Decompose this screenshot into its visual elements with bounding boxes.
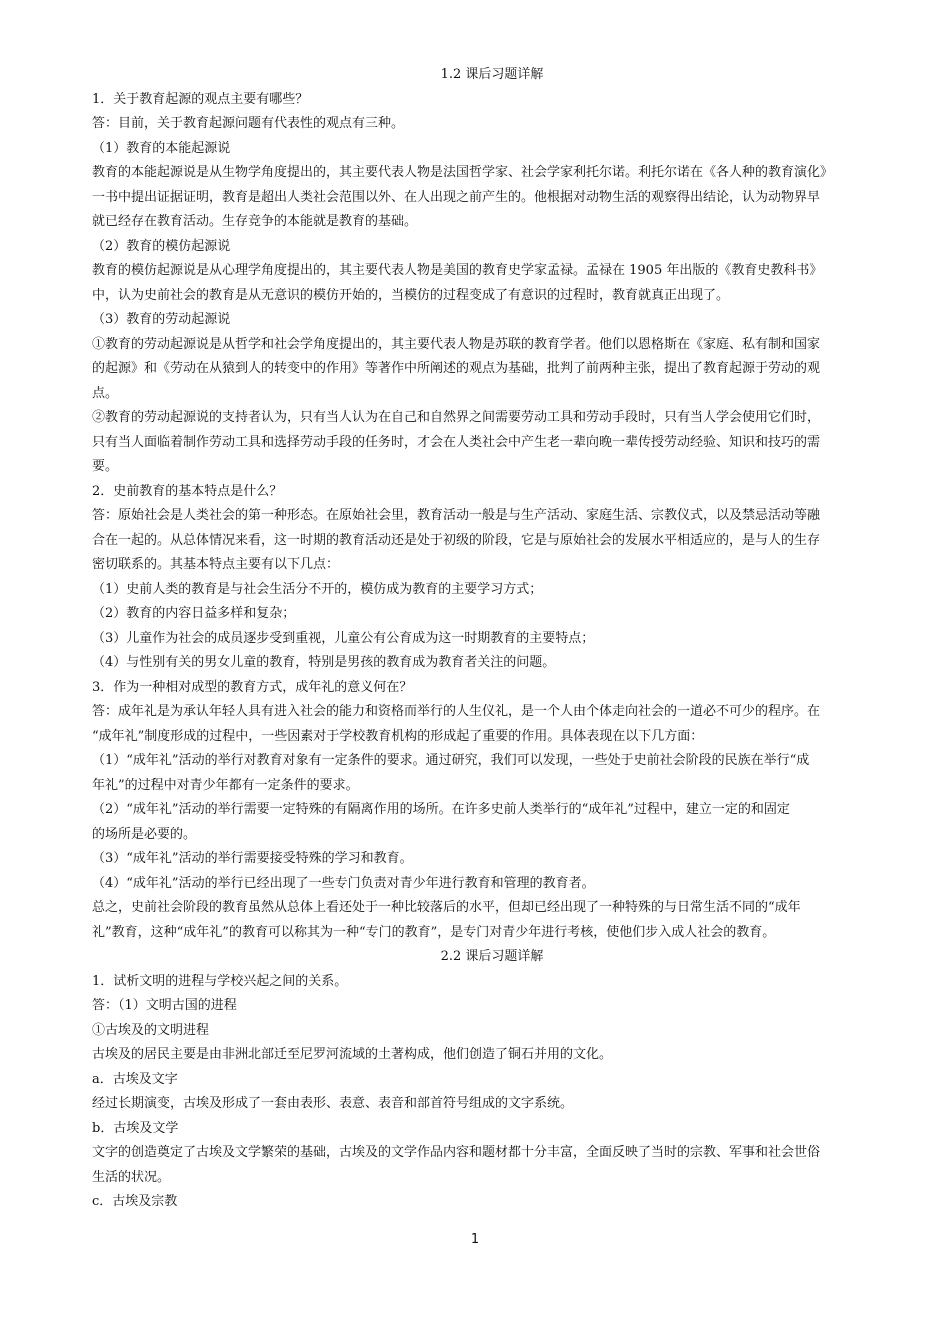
text-line: （3）儿童作为社会的成员逐步受到重视，儿童公有公育成为这一时期教育的主要特点； [92,630,595,646]
text-line: 古埃及的居民主要是由非洲北部迁至尼罗河流域的土著构成，他们创造了铜石并用的文化。 [92,1047,613,1062]
text-line: （2）教育的模仿起源说 [92,238,231,254]
text-line: b．古埃及文学 [92,1120,179,1136]
text-line: 中，认为史前社会的教育是从无意识的模仿开始的，当模仿的过程变成了有意识的过程时，教育就真正出现了。 [92,287,730,303]
text-line: 1．试析文明的进程与学校兴起之间的关系。 [92,973,348,989]
text-line: 要。 [92,459,119,474]
text-line: ①教育的劳动起源说是从哲学和社会学角度提出的，其主要代表人物是苏联的教育学者。他们以恩格斯在《家庭、私有制和国家 [92,336,821,352]
text-line: 礼”教育，这种“成年礼”的教育可以称其为一种“专门的教育”，是专门对青少年进行考核，使他们步入成人社会的教育。 [92,924,776,940]
section-heading: 1.2 课后习题详解 [440,67,544,82]
text-line: “成年礼”制度形成的过程中，一些因素对于学校教育机构的形成起了重要的作用。具体表现在以下几方面： [92,728,704,744]
text-line: 总之，史前社会阶段的教育虽然从总体上看还处于一种比较落后的水平，但却已经出现了一种特殊的与日常生活不同的“成年 [92,900,801,915]
document-body [92,63,892,1215]
page-number: 1 [470,1232,480,1247]
text-line: （3）教育的劳动起源说 [92,312,231,327]
text-line: a．古埃及文字 [92,1071,178,1087]
text-line: 教育的模仿起源说是从心理学角度提出的，其主要代表人物是美国的教育史学家孟禄。孟禄在 1905 年出版的《教育史教科书》 [92,263,823,278]
text-line: c．古埃及宗教 [92,1194,178,1209]
text-line: 经过长期演变，古埃及形成了一套由表形、表意、表音和部首符号组成的文字系统。 [92,1096,574,1111]
section-heading: 2.2 课后习题详解 [440,949,544,964]
text-line: 答：目前，关于教育起源问题有代表性的观点有三种。 [92,116,405,131]
text-line: （2）“成年礼”活动的举行需要一定特殊的有隔离作用的场所。在许多史前人类举行的“成年礼”过程中，建立一定的和固定 [92,802,790,817]
text-line: 文字的创造奠定了古埃及文学繁荣的基础，古埃及的文学作品内容和题材都十分丰富，全面反映了当时的宗教、军事和社会世俗 [92,1145,821,1160]
text-line: （1）“成年礼”活动的举行对教育对象有一定条件的要求。通过研究，我们可以发现，一些处于史前社会阶段的民族在举行“成 [92,753,810,768]
text-line: 生活的状况。 [92,1169,171,1185]
text-line: 答：原始社会是人类社会的第一种形态。在原始社会里，教育活动一般是与生产活动、家庭生活、宗教仪式，以及禁忌活动等融 [92,508,821,523]
text-line: 2．史前教育的基本特点是什么？ [92,483,283,499]
text-line: 一书中提出证据证明，教育是超出人类社会范围以外、在人出现之前产生的。他根据对动物生活的观察得出结论，认为动物界早 [92,189,821,205]
text-line: （2）教育的内容日益多样和复杂； [92,606,296,621]
text-line: 的场所是必要的。 [92,826,197,842]
text-line: （4）与性别有关的男女儿童的教育，特别是男孩的教育成为教育者关注的问题。 [92,655,556,670]
text-line: （4）“成年礼”活动的举行已经出现了一些专门负责对青少年进行教育和管理的教育者。 [92,875,595,891]
text-line: 密切联系的。其基本特点主要有以下几点： [92,557,340,572]
text-line: 合在一起的。从总体情况来看，这一时期的教育活动还是处于初级的阶段，它是与原始社会的发展水平相适应的，是与人的生存 [92,532,821,548]
text-line: 就已经存在教育活动。生存竞争的本能就是教育的基础。 [92,214,418,229]
text-line: ②教育的劳动起源说的支持者认为，只有当人认为在自己和自然界之间需要劳动工具和劳动手段时，只有当人学会使用它们时， [92,410,821,425]
text-line: （1）史前人类的教育是与社会生活分不开的，模仿成为教育的主要学习方式； [92,581,543,597]
text-line: 答：（1）文明古国的进程 [92,998,237,1013]
text-line: （3）“成年礼”活动的举行需要接受特殊的学习和教育。 [92,851,413,866]
text-line: 年礼”的过程中对青少年都有一定条件的要求。 [92,777,359,793]
text-line: 教育的本能起源说是从生物学角度提出的，其主要代表人物是法国哲学家、社会学家利托尔诺。利托尔诺在《各人种的教育演化》 [92,165,834,180]
text-line: 答：成年礼是为承认年轻人具有进入社会的能力和资格而举行的人生仪礼，是一个人由个体走向社会的一道必不可少的程序。在 [92,704,821,719]
text-line: （1）教育的本能起源说 [92,140,231,156]
text-line: 1．关于教育起源的观点主要有哪些？ [92,91,309,107]
text-line: ①古埃及的文明进程 [92,1022,210,1038]
text-line: 3．作为一种相对成型的教育方式，成年礼的意义何在？ [92,679,413,695]
text-line: 点。 [92,385,119,401]
text-line: 只有当人面临着制作劳动工具和选择劳动手段的任务时，才会在人类社会中产生老一辈向晚一辈传授劳动经验、知识和技巧的需 [92,434,821,450]
text-line: 的起源》和《劳动在从猿到人的转变中的作用》等著作中所阐述的观点为基础，批判了前两种主张，提出了教育起源于劳动的观 [92,361,821,376]
